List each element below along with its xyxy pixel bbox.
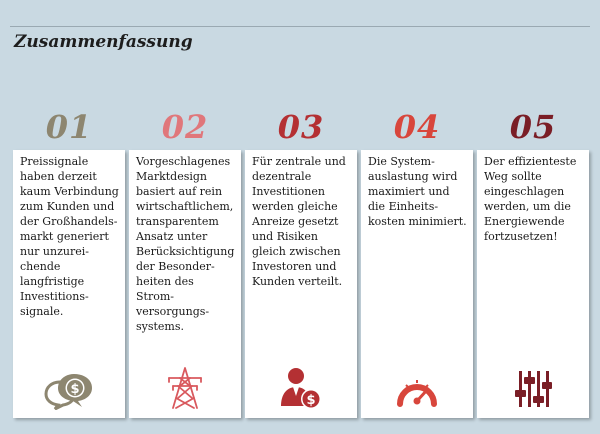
power-tower-icon bbox=[129, 366, 241, 410]
svg-text:$: $ bbox=[306, 393, 316, 408]
dollar-speech-bubble-icon bbox=[13, 370, 125, 410]
card-text: Die System- auslastung wird maximiert und die Einheits- kosten minimiert. bbox=[368, 155, 467, 228]
item-number: 05 bbox=[509, 108, 557, 146]
sliders-icon bbox=[477, 368, 589, 410]
item-number: 03 bbox=[277, 108, 325, 146]
summary-card bbox=[13, 150, 125, 418]
gauge-icon bbox=[361, 370, 473, 410]
card-text: Für zentrale und dezentrale Investitionen werden gleiche Anreize gesetzt und Risiken gleich zwischen Investoren und Kunden verteilt. bbox=[252, 155, 346, 288]
item-number: 02 bbox=[161, 108, 209, 146]
card-text: Der effizienteste Weg sollte eingeschlagen werden, um die Energiewende fortzusetzen! bbox=[484, 155, 577, 243]
summary-card bbox=[129, 150, 241, 418]
summary-cards bbox=[13, 108, 589, 418]
summary-item-4 bbox=[361, 108, 473, 418]
summary-item-3 bbox=[245, 108, 357, 418]
summary-card bbox=[361, 150, 473, 418]
summary-item-5 bbox=[477, 108, 589, 418]
page-title: Zusammenfassung bbox=[14, 32, 193, 52]
summary-card bbox=[245, 150, 357, 418]
svg-text:$: $ bbox=[70, 382, 80, 397]
summary-item-1 bbox=[13, 108, 125, 418]
item-number: 04 bbox=[393, 108, 441, 146]
item-number: 01 bbox=[45, 108, 93, 146]
header-rule bbox=[10, 26, 590, 27]
card-text: Preissignale haben derzeit kaum Verbindung zum Kunden und der Großhandels- markt generiert nur unzurei- chende langfristige Investitions- signale. bbox=[20, 155, 119, 318]
card-text: Vorgeschlagenes Marktdesign basiert auf rein wirtschaftlichem, transparentem Ansatz unter Berücksichtigung der Besonder- heiten des Strom- versorgungs- systems. bbox=[136, 155, 235, 333]
summary-card bbox=[477, 150, 589, 418]
summary-item-2 bbox=[129, 108, 241, 418]
investor-dollar-icon bbox=[245, 366, 357, 410]
